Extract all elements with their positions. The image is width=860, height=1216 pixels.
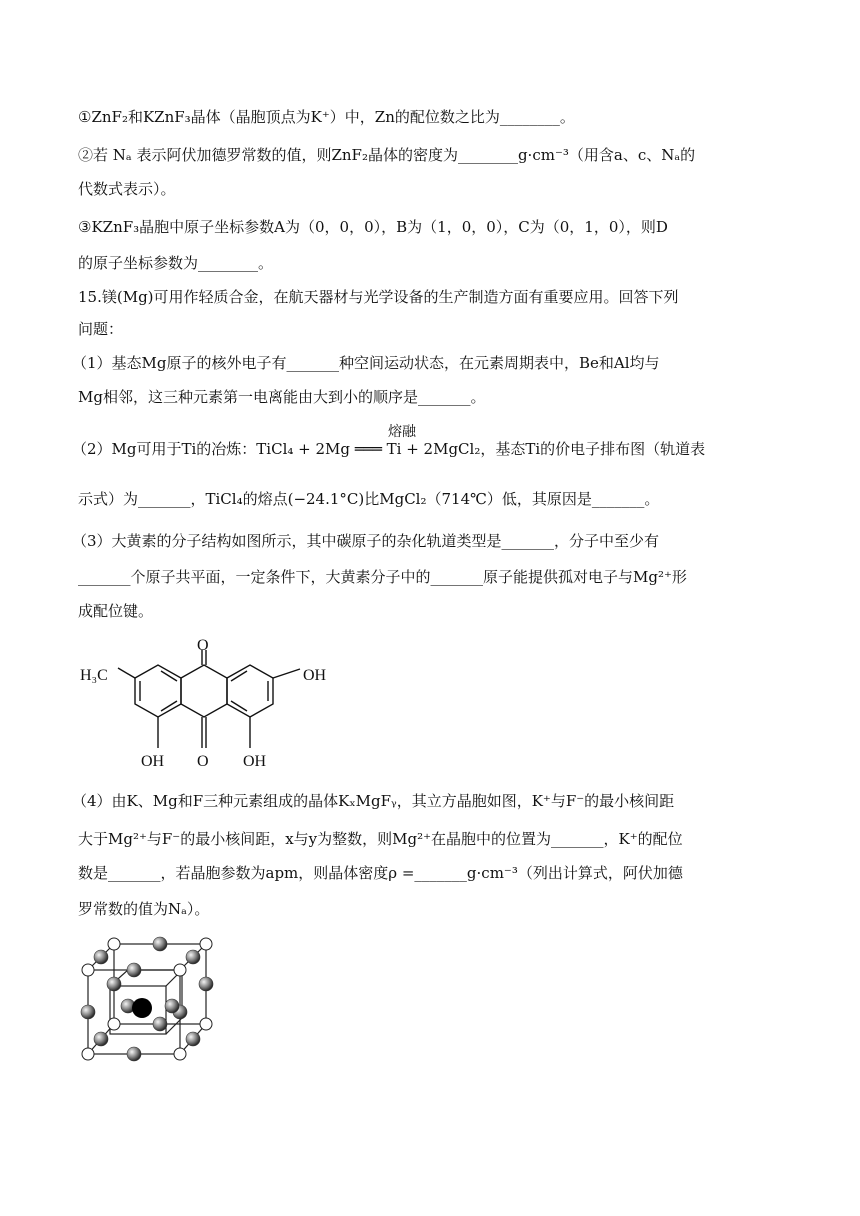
text-line: （3）大黄素的分子结构如图所示，其中碳原子的杂化轨道类型是_______，分子中至少有 — [72, 532, 660, 550]
text-line: 示式）为_______，TiCl₄的熔点(−24.1°C)比MgCl₂（714℃）低，其原因是_______。 — [78, 490, 660, 508]
reaction-condition: 熔融 — [388, 424, 416, 440]
text-line: （1）基态Mg原子的核外电子有_______种空间运动状态，在元素周期表中，Be和Al均与 — [72, 354, 660, 372]
text-line: 数是_______，若晶胞参数为apm，则晶体密度ρ =_______g·cm⁻³（列出计算式，阿伏加德 — [78, 864, 683, 882]
text-line: 罗常数的值为Nₐ）。 — [78, 900, 210, 918]
crystal-cell-diagram — [76, 934, 216, 1064]
carbonyl-o-top: O — [197, 637, 209, 654]
oh-right-label: OH — [303, 667, 327, 684]
text-line: 的原子坐标参数为________。 — [78, 254, 274, 272]
text-line: 大于Mg²⁺与F⁻的最小核间距，x与y为整数，则Mg²⁺在晶胞中的位置为_______，K⁺的配位 — [78, 830, 683, 848]
emodin-diagram — [78, 636, 358, 776]
text-line: ③KZnF₃晶胞中原子坐标参数A为（0，0，0），B为（1，0，0），C为（0，1，0），则D — [78, 218, 668, 236]
text-line: 成配位键。 — [78, 602, 154, 620]
text-line: （4）由K、Mg和F三种元素组成的晶体KₓMgFᵧ，其立方晶胞如图，K⁺与F⁻的最小核间距 — [72, 792, 675, 810]
text-line: （2）Mg可用于Ti的冶炼：TiCl₄ + 2Mg ═══ Ti + 2MgCl₂，基态Ti的价电子排布图（轨道表 — [72, 440, 706, 458]
oh-left-bottom-label: OH — [141, 753, 165, 770]
text-line: ②若 Nₐ 表示阿伏加德罗常数的值，则ZnF₂晶体的密度为________g·cm⁻³（用含a、c、Nₐ的 — [78, 146, 696, 164]
text-line: 代数式表示）。 — [78, 180, 176, 198]
molecule-structure — [78, 636, 358, 776]
text-line: 问题： — [78, 320, 124, 338]
carbonyl-o-bottom: O — [197, 753, 209, 770]
text-line: Mg相邻，这三种元素第一电离能由大到小的顺序是_______。 — [78, 388, 486, 406]
oh-right-bottom-label: OH — [243, 753, 267, 770]
ch3-label: H₃C — [80, 667, 108, 684]
question-heading: 15.镁(Mg)可用作轻质合金，在航天器材与光学设备的生产制造方面有重要应用。回答下列 — [78, 288, 679, 306]
text-line: ①ZnF₂和KZnF₃晶体（晶胞顶点为K⁺）中，Zn的配位数之比为________。 — [78, 108, 575, 126]
text-line: _______个原子共平面，一定条件下，大黄素分子中的_______原子能提供孤对电子与Mg²⁺形 — [78, 568, 687, 586]
